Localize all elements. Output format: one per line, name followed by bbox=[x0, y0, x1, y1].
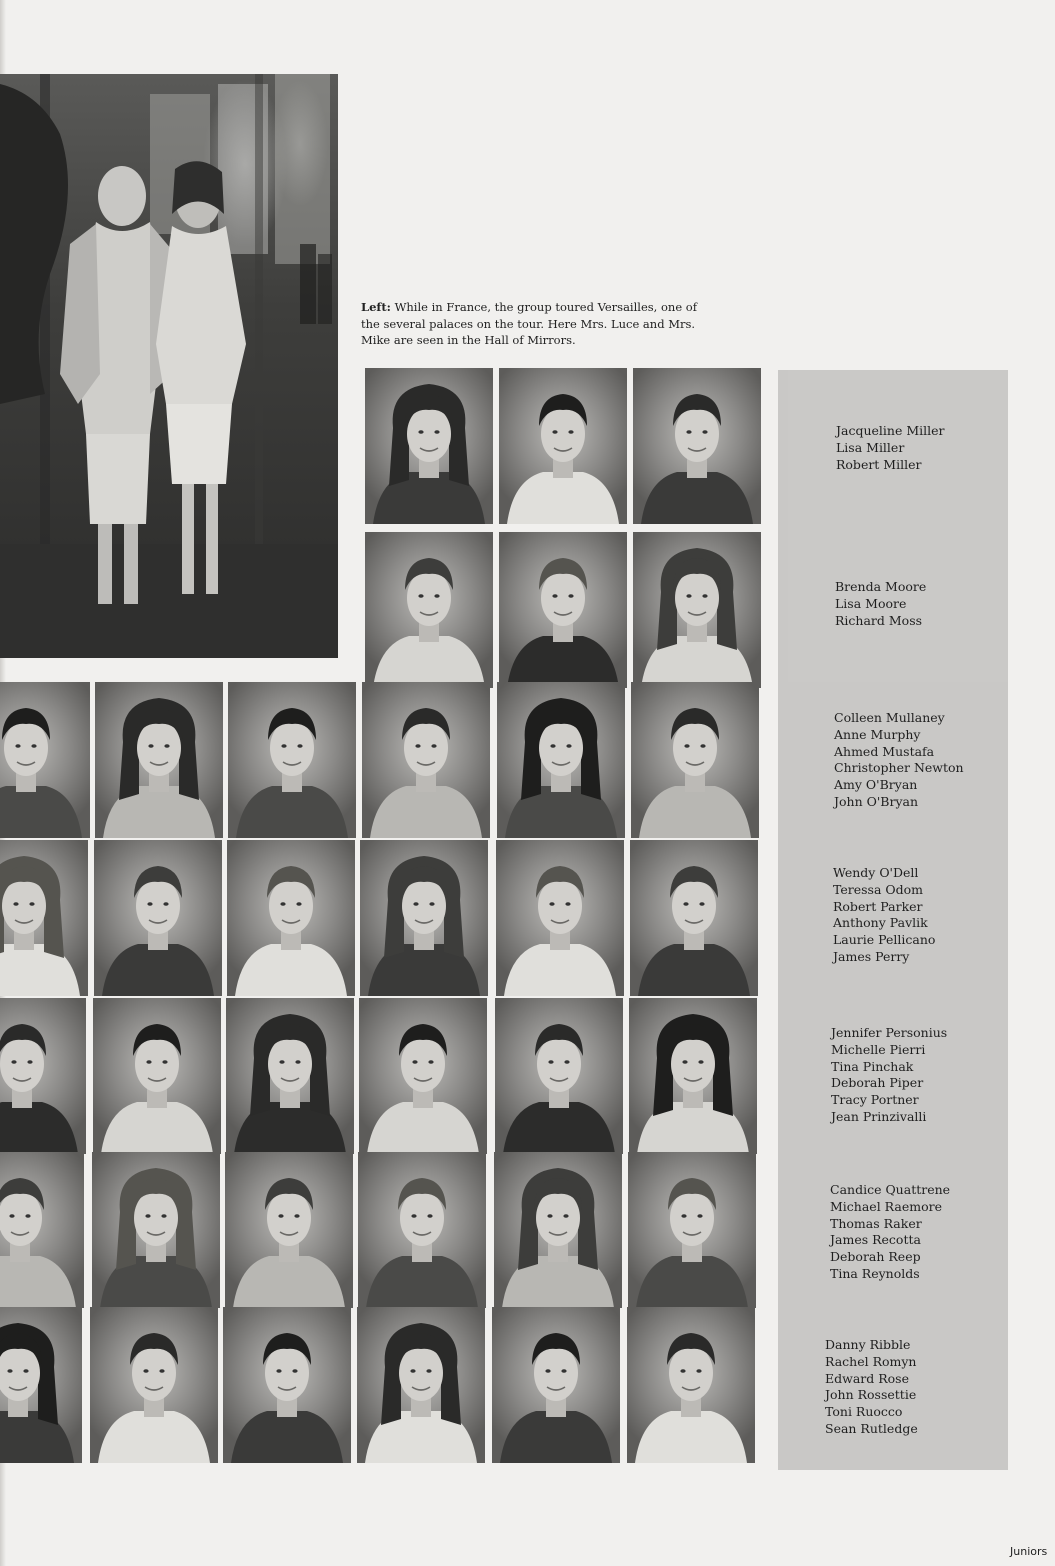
student-portrait bbox=[360, 840, 488, 996]
caption-text: While in France, the group toured Versailles, one of the several palaces on the tour. Here Mrs. Luce and Mrs. Mike are seen in the Hall of Mirrors. bbox=[361, 300, 697, 347]
student-portrait bbox=[631, 682, 759, 838]
student-portrait bbox=[228, 682, 356, 838]
student-portrait bbox=[495, 998, 623, 1154]
student-name: Christopher Newton bbox=[834, 760, 964, 776]
student-name: John O'Bryan bbox=[834, 793, 919, 809]
student-portrait bbox=[496, 840, 624, 996]
student-name: Lisa Moore bbox=[835, 595, 907, 611]
student-portrait bbox=[225, 1152, 353, 1308]
name-group-5 bbox=[831, 1025, 947, 1126]
student-portrait bbox=[365, 532, 493, 688]
student-portrait bbox=[492, 1307, 620, 1463]
versailles-photo bbox=[0, 74, 338, 658]
student-portrait bbox=[499, 532, 627, 688]
student-portrait bbox=[494, 1152, 622, 1308]
student-name: Jennifer Personius bbox=[831, 1025, 948, 1040]
student-name: Edward Rose bbox=[825, 1370, 909, 1386]
student-name: Deborah Reep bbox=[830, 1249, 921, 1265]
student-name: Robert Parker bbox=[833, 898, 923, 914]
student-portrait bbox=[362, 682, 490, 838]
student-name: Candice Quattrene bbox=[830, 1182, 951, 1197]
student-portrait bbox=[94, 840, 222, 996]
name-group-6 bbox=[830, 1182, 950, 1283]
student-name: Michelle Pierri bbox=[831, 1041, 926, 1057]
student-name: Laurie Pellicano bbox=[833, 932, 936, 948]
student-name: Anthony Pavlik bbox=[833, 915, 928, 931]
student-portrait bbox=[499, 368, 627, 524]
name-group-4 bbox=[833, 865, 935, 966]
student-portrait bbox=[633, 368, 761, 524]
student-name: Wendy O'Dell bbox=[833, 865, 919, 880]
student-portrait bbox=[0, 1307, 82, 1463]
student-portrait bbox=[628, 1152, 756, 1308]
student-portrait bbox=[226, 998, 354, 1154]
photo-caption bbox=[361, 299, 706, 349]
student-name: Anne Murphy bbox=[834, 726, 921, 742]
student-name: Tina Reynolds bbox=[830, 1265, 920, 1281]
student-portrait bbox=[630, 840, 758, 996]
student-name: Sean Rutledge bbox=[825, 1420, 918, 1436]
student-portrait bbox=[90, 1307, 218, 1463]
student-name: Teressa Odom bbox=[833, 881, 924, 897]
student-portrait bbox=[0, 840, 88, 996]
student-name: Rachel Romyn bbox=[825, 1353, 917, 1369]
student-name: Tracy Portner bbox=[831, 1092, 919, 1108]
student-name: Robert Miller bbox=[836, 456, 922, 472]
student-name: Brenda Moore bbox=[835, 579, 927, 594]
name-group-2 bbox=[835, 579, 926, 629]
name-group-3 bbox=[834, 710, 964, 811]
names-panel-top bbox=[788, 370, 1008, 682]
name-group-7 bbox=[825, 1337, 918, 1438]
student-portrait bbox=[223, 1307, 351, 1463]
student-name: Jean Prinzivalli bbox=[831, 1108, 927, 1124]
student-name: Richard Moss bbox=[835, 612, 923, 628]
student-name: James Perry bbox=[833, 948, 910, 964]
student-name: Amy O'Bryan bbox=[834, 777, 918, 793]
student-name: Ahmed Mustafa bbox=[834, 743, 935, 759]
name-group-1 bbox=[836, 423, 945, 473]
student-portrait bbox=[92, 1152, 220, 1308]
student-portrait bbox=[0, 682, 90, 838]
student-portrait bbox=[359, 998, 487, 1154]
student-name: John Rossettie bbox=[825, 1387, 917, 1403]
student-name: Lisa Miller bbox=[836, 439, 905, 455]
student-portrait bbox=[93, 998, 221, 1154]
student-portrait bbox=[95, 682, 223, 838]
student-portrait bbox=[629, 998, 757, 1154]
student-portrait bbox=[357, 1307, 485, 1463]
student-portrait bbox=[358, 1152, 486, 1308]
student-portrait bbox=[227, 840, 355, 996]
student-name: Danny Ribble bbox=[825, 1337, 911, 1352]
student-name: James Recotta bbox=[830, 1232, 921, 1248]
student-name: Toni Ruocco bbox=[825, 1404, 903, 1420]
caption-lead: Left: bbox=[361, 300, 391, 314]
page-folio: Juniors bbox=[1010, 1545, 1048, 1558]
student-name: Michael Raemore bbox=[830, 1198, 942, 1214]
student-name: Deborah Piper bbox=[831, 1075, 924, 1091]
student-portrait bbox=[0, 1152, 84, 1308]
student-portrait bbox=[627, 1307, 755, 1463]
student-portrait bbox=[365, 368, 493, 524]
student-portrait bbox=[633, 532, 761, 688]
student-name: Jacqueline Miller bbox=[836, 423, 945, 438]
student-name: Thomas Raker bbox=[830, 1215, 922, 1231]
student-portrait bbox=[497, 682, 625, 838]
student-name: Colleen Mullaney bbox=[834, 710, 945, 725]
student-name: Tina Pinchak bbox=[831, 1058, 914, 1074]
student-portrait bbox=[0, 998, 86, 1154]
